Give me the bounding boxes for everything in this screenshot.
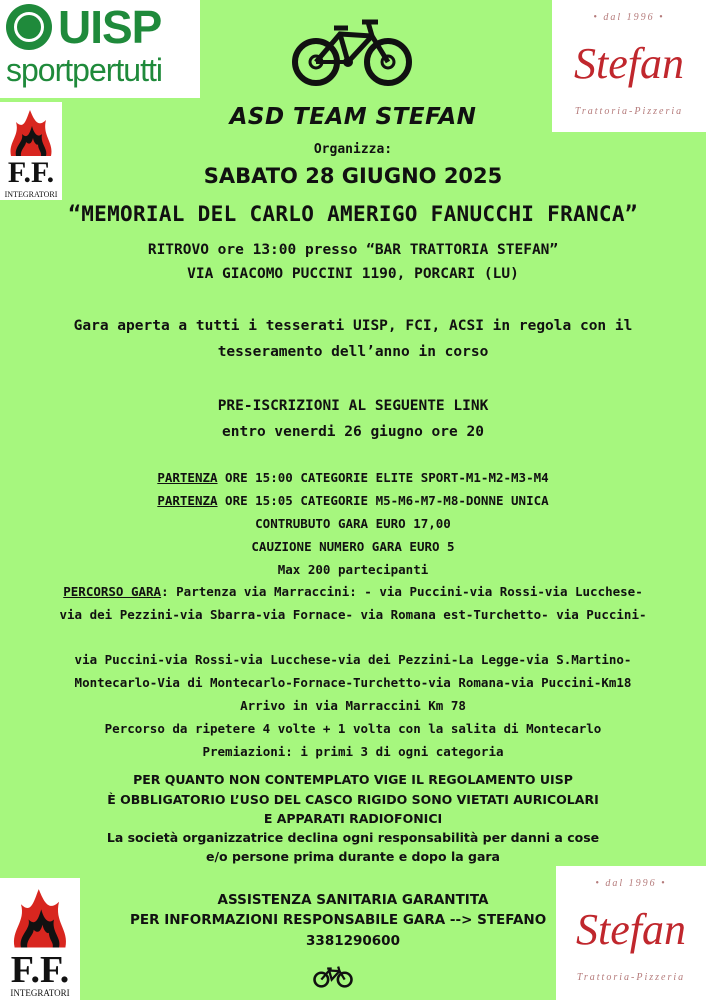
rules-line-3: E APPARATI RADIOFONICI (263, 811, 443, 826)
start-label: PARTENZA (157, 470, 218, 485)
rules-line-1: PER QUANTO NON CONTEMPLATO VIGE IL REGOLAMENTO UISP (133, 772, 573, 787)
start-detail: ORE 15:05 CATEGORIE M5-M6-M7-M8-DONNE UNICA (217, 493, 549, 508)
course-line-1 (0, 584, 706, 599)
uisp-logo-subtitle: sportpertutti (6, 52, 162, 88)
stefan-logo-name: Stefan (574, 39, 684, 88)
meeting-address: VIA GIACOMO PUCCINI 1190, PORCARI (LU) (187, 266, 519, 282)
info-contact: PER INFORMAZIONI RESPONSABILE GARA --> STEFANO (130, 912, 547, 928)
bicycle-icon (290, 14, 414, 88)
club-name: ASD TEAM STEFAN (229, 104, 477, 130)
course-line-3: via Puccini-via Rossi-via Lucchese-via dei Pezzini-La Legge-via S.Martino- (74, 652, 632, 667)
uisp-logo-text: UISP (58, 1, 162, 53)
course-line-2: via dei Pezzini-via Sbarra-via Fornace- via Romana est-Turchetto- via Puccini- (59, 607, 647, 622)
stefan-logo-bottom (556, 866, 706, 1000)
eligibility-line-2: tesseramento dell’anno in corso (217, 344, 489, 360)
eligibility-line-1: Gara aperta a tutti i tesserati UISP, FCI, ACSI in regola con il (73, 318, 633, 334)
stefan-logo-name: Stefan (576, 905, 686, 954)
course-laps: Percorso da ripetere 4 volte + 1 volta con la salita di Montecarlo (104, 721, 602, 736)
ff-logo-subtitle: INTEGRATORI (4, 190, 58, 199)
flame-icon (8, 884, 72, 950)
rules-line-4: La società organizzatrice declina ogni responsabilità per danni a cose (106, 830, 600, 845)
start-line-1 (0, 470, 706, 485)
stefan-logo-since: • dal 1996 • (593, 12, 665, 23)
awards: Premiazioni: i primi 3 di ogni categoria (202, 744, 504, 759)
contact-phone[interactable]: 3381290600 (306, 933, 400, 949)
max-participants: Max 200 partecipanti (277, 562, 429, 577)
stefan-logo-since: • dal 1996 • (595, 878, 667, 889)
medical-assistance: ASSISTENZA SANITARIA GARANTITA (217, 892, 489, 908)
organizes-label: Organizza: (313, 142, 393, 157)
ff-integratori-logo-bottom (0, 878, 80, 1000)
stefan-logo-tagline: Trattoria-Pizzeria (576, 972, 686, 983)
stefan-logo-tagline: Trattoria-Pizzeria (574, 106, 684, 117)
uisp-ball-ring (14, 12, 44, 42)
small-bicycle-icon (312, 964, 354, 988)
start-line-2 (0, 493, 706, 508)
event-date: SABATO 28 GIUGNO 2025 (203, 164, 503, 188)
course-arrival: Arrivo in via Marraccini Km 78 (240, 698, 466, 713)
preregistration-deadline: entro venerdi 26 giugno ore 20 (222, 424, 484, 440)
rules-line-2: È OBBLIGATORIO L’USO DEL CASCO RIGIDO SONO VIETATI AURICOLARI (107, 792, 599, 807)
course-line-4: Montecarlo-Via di Montecarlo-Fornace-Turchetto-via Romana-via Puccini-Km18 (74, 675, 632, 690)
course-label: PERCORSO GARA (63, 584, 162, 599)
start-label: PARTENZA (157, 493, 218, 508)
course-line-1-text: : Partenza via Marraccini: - via Puccini-via Rossi-via Lucchese- (161, 584, 643, 599)
preregistration-link[interactable]: PRE-ISCRIZIONI AL SEGUENTE LINK (217, 398, 489, 414)
ff-logo-letters: F.F. (10, 949, 70, 991)
bib-deposit: CAUZIONE NUMERO GARA EURO 5 (251, 539, 455, 554)
ff-logo-letters: F.F. (7, 156, 55, 189)
race-fee: CONTRUBUTO GARA EURO 17,00 (255, 516, 451, 531)
rules-line-5: e/o persone prima durante e dopo la gara (206, 849, 500, 864)
uisp-logo (0, 0, 200, 98)
meeting-time-place: RITROVO ore 13:00 presso “BAR TRATTORIA STEFAN” (147, 242, 559, 258)
event-title: “MEMORIAL DEL CARLO AMERIGO FANUCCHI FRANCA” (68, 202, 638, 226)
start-detail: ORE 15:00 CATEGORIE ELITE SPORT-M1-M2-M3-M4 (217, 470, 549, 485)
ff-logo-subtitle: INTEGRATORI (10, 988, 70, 998)
